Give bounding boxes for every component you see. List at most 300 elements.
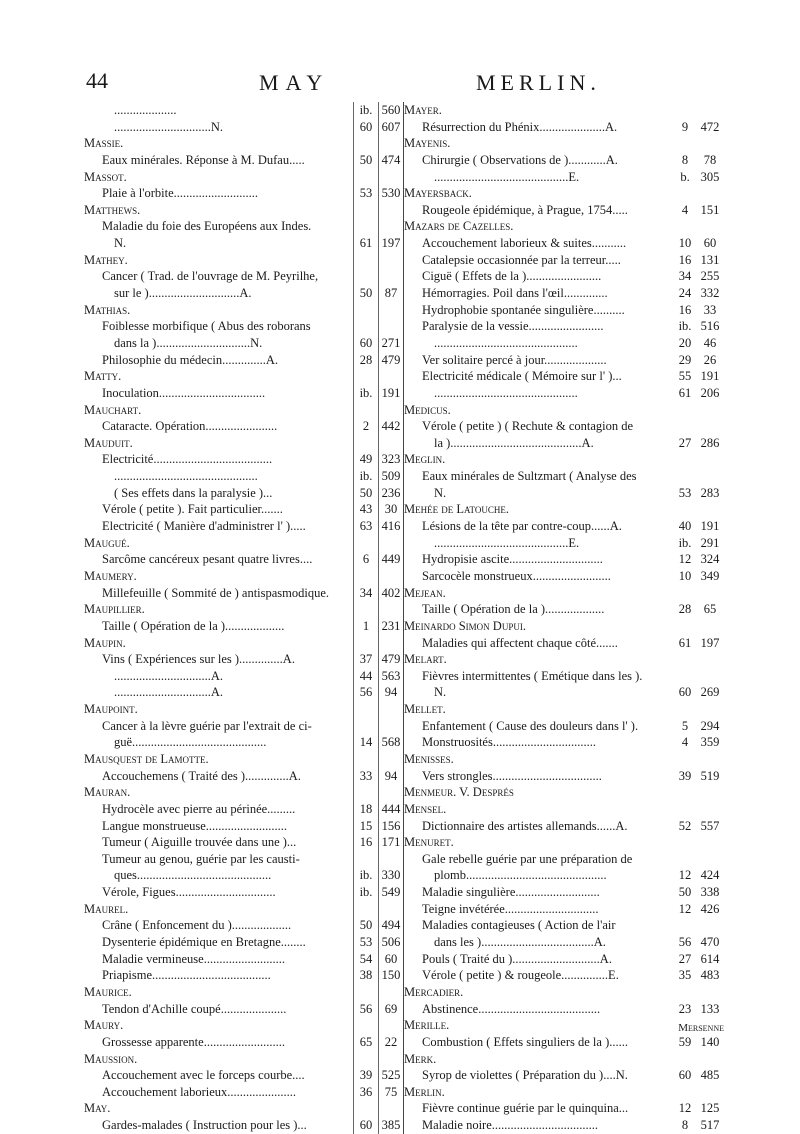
entry-text: May. xyxy=(84,1101,111,1116)
page-reference: 150 xyxy=(378,967,403,984)
index-entry xyxy=(84,951,403,968)
volume-number xyxy=(353,318,378,335)
index-entry xyxy=(404,518,724,535)
index-entry xyxy=(84,235,403,252)
volume-number: ib. xyxy=(353,867,378,884)
page-reference xyxy=(378,701,403,718)
index-entry xyxy=(404,352,724,369)
index-heading xyxy=(84,535,403,552)
volume-number: 60 xyxy=(353,1117,378,1134)
page-reference: 479 xyxy=(378,352,403,369)
index-entry xyxy=(404,668,724,685)
volume-number: 16 xyxy=(678,252,692,267)
page-reference xyxy=(696,1084,724,1101)
volume-number: 50 xyxy=(353,285,378,302)
volume-number: 53 xyxy=(353,185,378,202)
index-entry xyxy=(84,185,403,202)
page-reference xyxy=(378,601,403,618)
page-reference: 75 xyxy=(378,1084,403,1101)
page-reference: 479 xyxy=(378,651,403,668)
index-entry xyxy=(404,851,724,868)
page-reference: 305 xyxy=(700,169,720,184)
index-entry xyxy=(84,518,403,535)
entry-text: Cataracte. Opération....................... xyxy=(102,419,278,434)
page-reference: 65 xyxy=(703,602,717,617)
entry-text: ques........................................... xyxy=(114,868,272,883)
index-entry xyxy=(404,335,724,352)
entry-text: Menuret. xyxy=(404,835,454,850)
entry-text: .............................................. xyxy=(434,385,578,400)
index-entry xyxy=(84,668,403,685)
page-reference xyxy=(696,501,724,518)
entry-text: Abstinence....................................... xyxy=(422,1001,601,1016)
volume-number: 43 xyxy=(353,501,378,518)
volume-number xyxy=(353,135,378,152)
page-reference xyxy=(696,185,724,202)
volume-number xyxy=(353,268,378,285)
index-entry xyxy=(404,818,724,835)
index-entry xyxy=(404,418,724,435)
index-entry xyxy=(404,252,724,269)
index-heading xyxy=(404,784,724,801)
page-reference xyxy=(696,834,724,851)
page-reference: 133 xyxy=(700,1001,720,1016)
index-entry xyxy=(404,551,724,568)
page-reference xyxy=(696,585,724,602)
index-entry xyxy=(84,618,403,635)
volume-number: 12 xyxy=(678,901,692,916)
page-reference xyxy=(378,984,403,1001)
volume-number: 65 xyxy=(353,1034,378,1051)
entry-text: Mayersback. xyxy=(404,186,472,201)
page-reference: 294 xyxy=(700,718,720,733)
entry-text: Tumeur au genou, guérie par les causti- xyxy=(102,851,300,866)
entry-text: Taille ( Opération de la )................... xyxy=(422,602,605,617)
volume-number xyxy=(674,468,696,485)
index-entry xyxy=(84,385,403,402)
index-heading xyxy=(84,601,403,618)
entry-text: Dysenterie épidémique en Bretagne........ xyxy=(102,935,306,950)
volume-number: 16 xyxy=(678,302,692,317)
entry-text: Maupoint. xyxy=(84,702,138,717)
index-heading xyxy=(404,135,724,152)
entry-text: Mercadier. xyxy=(404,984,464,999)
entry-text: Rougeole épidémique, à Prague, 1754..... xyxy=(422,202,628,217)
volume-number xyxy=(353,218,378,235)
page-reference: 402 xyxy=(378,585,403,602)
volume-number xyxy=(353,1017,378,1034)
page-reference xyxy=(378,218,403,235)
page-reference xyxy=(696,917,724,934)
page-reference: 291 xyxy=(700,535,720,550)
index-heading xyxy=(84,984,403,1001)
volume-number xyxy=(353,784,378,801)
entry-text: Tumeur ( Aiguille trouvée dans une )... xyxy=(102,835,297,850)
index-heading xyxy=(404,751,724,768)
entry-text: Mathias. xyxy=(84,302,131,317)
index-entry xyxy=(84,152,403,169)
page-reference: 87 xyxy=(378,285,403,302)
index-entry xyxy=(404,468,724,485)
page-reference xyxy=(378,202,403,219)
volume-number xyxy=(353,851,378,868)
index-heading xyxy=(84,751,403,768)
index-entry xyxy=(84,851,403,868)
page-reference xyxy=(696,618,724,635)
index-entry xyxy=(404,718,724,735)
index-heading xyxy=(404,834,724,851)
entry-text: Mazars de Cazelles. xyxy=(404,219,514,234)
index-entry xyxy=(404,901,724,918)
volume-number xyxy=(353,169,378,186)
volume-number: 10 xyxy=(678,568,692,583)
volume-number xyxy=(353,984,378,1001)
entry-text: plomb............................................. xyxy=(434,868,607,883)
page-reference: 519 xyxy=(700,768,720,783)
entry-text: Merlin. xyxy=(404,1084,445,1099)
entry-text: Maurel. xyxy=(84,901,129,916)
entry-text: Mellet. xyxy=(404,702,446,717)
volume-number: 40 xyxy=(678,519,692,534)
entry-text: Maladie du foie des Européens aux Indes. xyxy=(102,219,312,234)
entry-text: Merk. xyxy=(404,1051,437,1066)
page-reference: 474 xyxy=(378,152,403,169)
entry-text: Maupillier. xyxy=(84,602,145,617)
entry-text: Ciguë ( Effets de la )........................ xyxy=(422,269,602,284)
index-heading xyxy=(84,1051,403,1068)
index-entry xyxy=(84,1034,403,1051)
entry-text: Fièvres intermittentes ( Emétique dans les ). xyxy=(422,668,643,683)
index-entry xyxy=(404,951,724,968)
page-reference xyxy=(378,635,403,652)
entry-text: Pouls ( Traité du )............................A. xyxy=(422,951,612,966)
volume-number: 63 xyxy=(353,518,378,535)
page-reference: 516 xyxy=(700,319,720,334)
volume-number xyxy=(353,568,378,585)
entry-text: Maumery. xyxy=(84,568,137,583)
volume-number: 50 xyxy=(353,152,378,169)
volume-number: 6 xyxy=(353,551,378,568)
entry-text: Electricité ( Manière d'administrer l' )..... xyxy=(102,519,306,534)
entry-text: Massie. xyxy=(84,136,124,151)
page-reference: 125 xyxy=(700,1101,720,1116)
volume-number: 61 xyxy=(678,635,692,650)
volume-number: 36 xyxy=(353,1084,378,1101)
volume-number xyxy=(353,435,378,452)
page-reference xyxy=(378,435,403,452)
page-reference xyxy=(378,751,403,768)
index-entry xyxy=(84,268,403,285)
index-entry xyxy=(84,285,403,302)
entry-text: Mauchart. xyxy=(84,402,142,417)
page-reference xyxy=(696,1051,724,1068)
volume-number xyxy=(353,402,378,419)
entry-text: Dictionnaire des artistes allemands......A. xyxy=(422,818,628,833)
volume-number: 56 xyxy=(678,935,692,950)
volume-number xyxy=(353,601,378,618)
page-reference: 416 xyxy=(378,518,403,535)
volume-number: 50 xyxy=(353,485,378,502)
index-entry xyxy=(404,435,724,452)
page-reference xyxy=(378,851,403,868)
page-reference: 60 xyxy=(378,951,403,968)
entry-text: Medicus. xyxy=(404,402,451,417)
page-reference: 191 xyxy=(700,519,720,534)
page-reference: 60 xyxy=(703,236,717,251)
entry-text: Hydrocèle avec pierre au périnée......... xyxy=(102,801,296,816)
volume-number xyxy=(353,1100,378,1117)
entry-text: Mayenis. xyxy=(404,136,451,151)
entry-text: Maladies qui affectent chaque côté....... xyxy=(422,635,618,650)
entry-text: Philosophie du médecin..............A. xyxy=(102,352,279,367)
volume-number xyxy=(674,402,696,419)
index-entry xyxy=(84,318,403,335)
page-reference: 69 xyxy=(378,1001,403,1018)
running-head-right: MERLIN. xyxy=(476,70,601,95)
page-reference: 206 xyxy=(700,385,720,400)
page-reference xyxy=(696,668,724,685)
volume-number: 60 xyxy=(353,119,378,136)
index-entry xyxy=(84,501,403,518)
volume-number: 59 xyxy=(678,1034,692,1049)
entry-text: ...............................A. xyxy=(114,685,224,700)
index-entry xyxy=(404,768,724,785)
page-reference: 442 xyxy=(378,418,403,435)
volume-number xyxy=(674,501,696,518)
page-reference: 271 xyxy=(378,335,403,352)
volume-number: ib. xyxy=(678,319,692,334)
entry-text: Enfantement ( Cause des douleurs dans l' ). xyxy=(422,718,639,733)
page-reference: 385 xyxy=(378,1117,403,1134)
volume-number: 39 xyxy=(353,1067,378,1084)
volume-number xyxy=(674,451,696,468)
page-reference: 485 xyxy=(700,1068,720,1083)
page-reference: 140 xyxy=(700,1034,720,1049)
page-reference: 568 xyxy=(378,734,403,751)
index-heading xyxy=(84,252,403,269)
entry-text: Mejean. xyxy=(404,585,446,600)
index-heading xyxy=(404,1084,724,1101)
entry-text: ...............................A. xyxy=(114,668,224,683)
index-heading xyxy=(404,1017,724,1034)
index-entry xyxy=(404,967,724,984)
volume-number xyxy=(674,1084,696,1101)
entry-text: .............................................. xyxy=(434,335,578,350)
entry-text: Menisses. xyxy=(404,751,454,766)
volume-number xyxy=(674,651,696,668)
page-reference xyxy=(378,568,403,585)
entry-text: ...............................N. xyxy=(114,119,224,134)
volume-number xyxy=(353,718,378,735)
volume-number: 15 xyxy=(353,818,378,835)
entry-text: Vérole ( petite ) & rougeole...............E. xyxy=(422,968,619,983)
volume-number: 27 xyxy=(678,435,692,450)
page-reference xyxy=(696,102,724,119)
entry-text: Maupin. xyxy=(84,635,126,650)
page-reference: 231 xyxy=(378,618,403,635)
volume-number xyxy=(674,618,696,635)
index-entry xyxy=(84,485,403,502)
volume-number xyxy=(353,368,378,385)
page-reference xyxy=(378,535,403,552)
volume-number: 24 xyxy=(678,286,692,301)
entry-text: .............................................. xyxy=(114,469,258,484)
page-reference: 338 xyxy=(700,885,720,900)
volume-number xyxy=(674,851,696,868)
page-reference xyxy=(696,468,724,485)
entry-text: Tendon d'Achille coupé..................... xyxy=(102,1001,287,1016)
index-heading xyxy=(84,135,403,152)
index-heading xyxy=(84,901,403,918)
page-reference xyxy=(696,751,724,768)
page-reference: 330 xyxy=(378,867,403,884)
volume-number: 53 xyxy=(678,485,692,500)
index-heading xyxy=(84,701,403,718)
volume-number: ib. xyxy=(678,535,692,550)
page-reference: 30 xyxy=(378,501,403,518)
index-entry xyxy=(84,335,403,352)
entry-text: Teigne invétérée.............................. xyxy=(422,901,599,916)
entry-text: ...........................................E. xyxy=(434,535,580,550)
volume-number xyxy=(674,801,696,818)
index-entry xyxy=(404,268,724,285)
page-reference: 191 xyxy=(700,369,720,384)
index-heading xyxy=(84,435,403,452)
volume-number: 28 xyxy=(678,602,692,617)
page-reference: 46 xyxy=(703,335,717,350)
index-entry xyxy=(84,585,403,602)
volume-number xyxy=(674,917,696,934)
volume-number: b. xyxy=(680,169,690,184)
index-entry xyxy=(84,684,403,701)
page-reference: 269 xyxy=(700,685,720,700)
volume-number xyxy=(353,901,378,918)
volume-number xyxy=(353,252,378,269)
index-entry xyxy=(404,1001,724,1018)
volume-number: 44 xyxy=(353,668,378,685)
entry-text: Fièvre continue guérie par le quinquina... xyxy=(422,1101,629,1116)
entry-text: dans les )....................................A. xyxy=(434,935,606,950)
index-heading xyxy=(404,585,724,602)
page-reference xyxy=(378,1017,403,1034)
entry-text: Massot. xyxy=(84,169,127,184)
entry-text: Vérole ( petite ). Fait particulier....... xyxy=(102,502,283,517)
entry-text: Résurrection du Phénix.....................A. xyxy=(422,119,618,134)
volume-number: 61 xyxy=(353,235,378,252)
volume-number xyxy=(674,834,696,851)
index-page xyxy=(84,62,724,1134)
volume-number: 33 xyxy=(353,768,378,785)
index-entry xyxy=(84,934,403,951)
page-reference: 517 xyxy=(700,1118,720,1133)
entry-text: Accouchement laborieux & suites........... xyxy=(422,236,627,251)
volume-number: ib. xyxy=(353,884,378,901)
index-entry xyxy=(84,218,403,235)
page-reference xyxy=(696,784,724,801)
entry-text: Inoculation.................................. xyxy=(102,385,266,400)
volume-number: 12 xyxy=(678,868,692,883)
index-entry xyxy=(84,352,403,369)
entry-text: Matthews. xyxy=(84,202,141,217)
volume-number xyxy=(674,984,696,1001)
index-entry xyxy=(84,801,403,818)
volume-number: 12 xyxy=(678,1101,692,1116)
entry-text: N. xyxy=(434,685,447,700)
index-entry xyxy=(84,551,403,568)
entry-text: Langue monstrueuse.......................... xyxy=(102,818,288,833)
entry-text: Accouchemens ( Traité des )..............A. xyxy=(102,768,301,783)
entry-text: Mauran. xyxy=(84,785,131,800)
entry-text: Gale rebelle guérie par une préparation de xyxy=(422,851,633,866)
volume-number xyxy=(674,668,696,685)
entry-text: Chirurgie ( Observations de )............A. xyxy=(422,152,618,167)
volume-number xyxy=(353,535,378,552)
entry-text: Accouchement avec le forceps courbe.... xyxy=(102,1068,305,1083)
entry-text: Catalepsie occasionnée par la terreur..... xyxy=(422,252,621,267)
volume-number xyxy=(674,102,696,119)
catchword: Mersenne xyxy=(678,1022,724,1034)
index-entry xyxy=(84,1084,403,1101)
volume-number: 61 xyxy=(678,385,692,400)
entry-text: Mensel. xyxy=(404,801,447,816)
entry-text: Maury. xyxy=(84,1018,124,1033)
entry-text: guë........................................... xyxy=(114,735,267,750)
index-entry xyxy=(84,1067,403,1084)
index-entry xyxy=(404,285,724,302)
entry-text: N. xyxy=(434,485,447,500)
index-heading xyxy=(84,568,403,585)
volume-number xyxy=(353,302,378,319)
index-entry xyxy=(404,1117,724,1134)
page-reference: 255 xyxy=(700,269,720,284)
entry-text: Meglin. xyxy=(404,452,446,467)
volume-number: ib. xyxy=(353,102,378,119)
volume-number: 23 xyxy=(678,1001,692,1016)
volume-number xyxy=(674,1051,696,1068)
entry-text: Crâne ( Enfoncement du )................... xyxy=(102,918,292,933)
entry-text: Paralysie de la vessie........................ xyxy=(422,319,604,334)
volume-number xyxy=(353,1051,378,1068)
entry-text: ...........................................E. xyxy=(434,169,580,184)
volume-number: 12 xyxy=(678,552,692,567)
left-column xyxy=(84,102,404,1134)
index-heading xyxy=(84,1017,403,1034)
entry-text: Maussion. xyxy=(84,1051,138,1066)
entry-text: Mehée de Latouche. xyxy=(404,502,509,517)
index-entry xyxy=(404,169,724,186)
entry-text: Lésions de la tête par contre-coup......A. xyxy=(422,519,622,534)
page-reference xyxy=(378,402,403,419)
index-entry xyxy=(84,967,403,984)
page-reference xyxy=(696,218,724,235)
entry-text: N. xyxy=(114,236,127,251)
page-reference xyxy=(378,318,403,335)
index-entry xyxy=(84,768,403,785)
entry-text: Maladies contagieuses ( Action de l'air xyxy=(422,918,616,933)
volume-number: 29 xyxy=(678,352,692,367)
index-entry xyxy=(404,867,724,884)
index-heading xyxy=(404,451,724,468)
page-reference: 22 xyxy=(378,1034,403,1051)
volume-number: 18 xyxy=(353,801,378,818)
entry-text: Vérole, Figues................................ xyxy=(102,885,276,900)
index-columns xyxy=(84,102,724,1134)
index-entry xyxy=(84,418,403,435)
page-reference xyxy=(378,368,403,385)
page-reference: 78 xyxy=(703,152,717,167)
page-reference: 324 xyxy=(700,552,720,567)
entry-text: Ver solitaire percé à jour.................... xyxy=(422,352,607,367)
